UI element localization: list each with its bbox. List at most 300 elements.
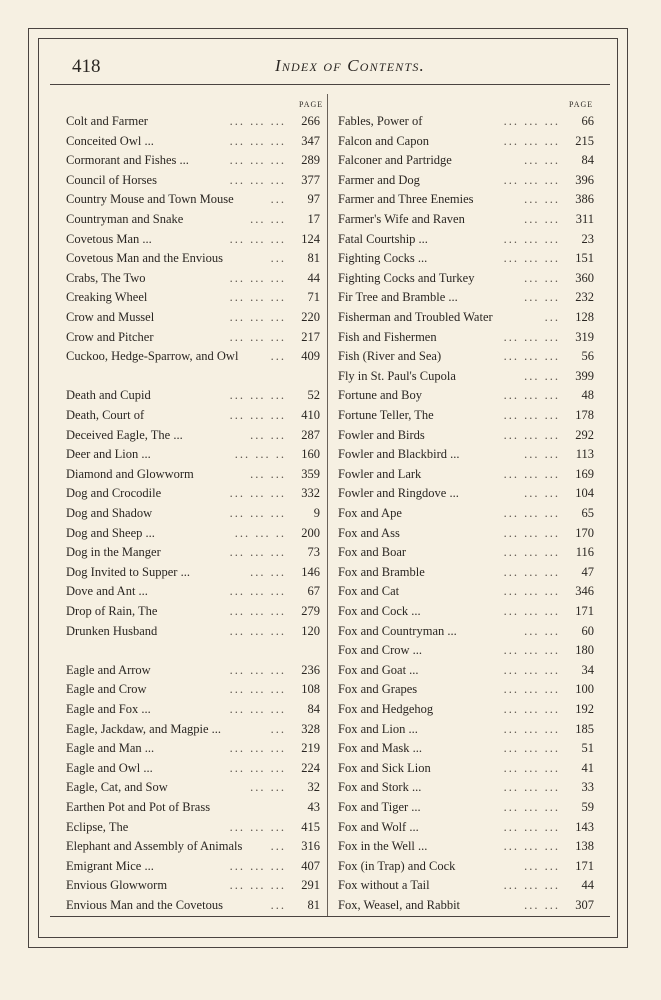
entry-page-number: 160 [301,447,320,462]
entry-page-number: 292 [575,427,594,442]
entry-page-number: 71 [307,290,320,305]
running-title: Index of Contents. [274,56,426,75]
entry-page-number: 307 [575,898,594,912]
index-entry [66,622,320,641]
index-entry [66,661,320,680]
entry-page-number: 287 [301,427,320,442]
entry-title: Deceived Eagle, The ... [66,427,183,442]
entry-page-number: 266 [301,114,320,128]
entry-leader-dots: ... ... ... [229,388,286,403]
entry-leader-dots: ... ... ... [229,290,286,305]
entry-page-number: 311 [575,212,594,226]
entry-page-number: 409 [301,349,320,364]
entry-leader-dots: ... ... [250,427,286,442]
entry-page-number: 113 [575,447,594,462]
entry-page-number: 185 [575,721,594,736]
index-entry [66,288,320,307]
entry-page-number: 81 [307,898,320,912]
index-entry [338,582,594,601]
entry-leader-dots: ... ... ... [229,114,286,128]
entry-page-number: 224 [301,760,320,775]
entry-leader-dots: ... ... [524,153,560,168]
index-entry [338,543,594,562]
entry-title: Fables, Power of [338,114,423,128]
index-entry [66,641,320,660]
entry-page-number: 84 [307,702,320,716]
entry-title: Fowler and Lark [338,466,422,481]
index-entry [338,896,594,915]
index-entry [66,778,320,797]
index-column-right [338,112,594,922]
entry-leader-dots: ... ... ... [503,741,560,756]
entry-title: Emigrant Mice ... [66,858,154,873]
entry-leader-dots: ... ... [250,466,286,481]
entry-title: Fowler and Blackbird ... [338,447,460,462]
entry-leader-dots: ... ... ... [503,780,560,795]
entry-title: Crabs, The Two [66,270,146,285]
entry-page-number: 44 [307,270,320,285]
column-divider [327,94,328,916]
index-entry [66,504,320,523]
entry-page-number: 67 [307,584,320,599]
entry-leader-dots: ... ... ... [503,329,560,344]
entry-leader-dots: ... ... ... [503,114,560,128]
entry-title: Fortune and Boy [338,388,423,403]
entry-title: Country Mouse and Town Mouse [66,192,234,207]
index-entry [66,582,320,601]
entry-leader-dots: ... [544,310,560,324]
entry-page-number: 332 [301,486,320,501]
entry-title: Eclipse, The [66,819,129,834]
entry-leader-dots: ... ... ... [229,310,286,324]
entry-leader-dots: ... ... [524,212,560,226]
index-entry [338,347,594,366]
entry-leader-dots: ... ... .. [234,447,286,462]
entry-leader-dots: ... ... [250,564,286,579]
entry-title: Fox and Ass [338,525,400,540]
index-entry [338,876,594,895]
entry-leader-dots: ... ... ... [503,388,560,403]
entry-leader-dots: ... ... .. [234,525,286,540]
index-entry [338,171,594,190]
index-entry [338,778,594,797]
index-entry [338,132,594,151]
entry-leader-dots: ... ... [524,486,560,501]
entry-title: Dog and Crocodile [66,486,162,501]
entry-page-number: 346 [575,584,594,599]
entry-leader-dots: ... ... ... [503,604,560,618]
entry-title: Fatal Courtship ... [338,231,428,246]
index-entry [338,700,594,719]
entry-leader-dots: ... ... ... [229,172,286,187]
entry-title: Countryman and Snake [66,212,184,226]
entry-title: Dog Invited to Supper ... [66,564,190,579]
index-entry [66,739,320,758]
entry-leader-dots: ... ... ... [503,172,560,187]
entry-title: Death, Court of [66,408,145,422]
entry-page-number: 34 [581,662,594,677]
entry-title: Earthen Pot and Pot of Brass [66,800,211,814]
index-entry [338,445,594,464]
index-entry [338,759,594,778]
entry-page-number: 143 [575,819,594,834]
index-entry [66,367,320,386]
entry-page-number: 116 [575,545,594,560]
entry-title: Fighting Cocks and Turkey [338,270,475,285]
index-entry [338,798,594,817]
entry-leader-dots: ... [270,349,286,364]
entry-page-number: 124 [301,231,320,246]
entry-title: Fox and Crow ... [338,643,423,658]
entry-page-number: 396 [575,172,594,187]
entry-title: Envious Man and the Covetous [66,898,223,912]
entry-page-number: 178 [575,408,594,422]
entry-page-number: 43 [307,800,320,814]
index-entry [338,857,594,876]
entry-leader-dots: ... [270,721,286,736]
entry-page-number: 386 [575,192,594,207]
index-entry [66,720,320,739]
index-entry [66,347,320,366]
entry-title: Drunken Husband [66,623,158,638]
entry-title: Fisherman and Troubled Water [338,310,493,324]
index-entry [338,249,594,268]
entry-page-number: 138 [575,839,594,854]
entry-title: Fox and Countryman ... [338,623,457,638]
entry-page-number: 17 [307,212,320,226]
entry-title: Fox and Mask ... [338,741,423,756]
entry-leader-dots: ... ... ... [503,133,560,148]
index-entry [66,680,320,699]
entry-leader-dots: ... ... ... [229,153,286,168]
entry-page-number: 170 [575,525,594,540]
entry-page-number: 410 [301,408,320,422]
entry-title: Fox without a Tail [338,878,430,893]
entry-leader-dots: ... ... ... [229,231,286,246]
index-entry [338,406,594,425]
left-page-column-label: PAGE [299,100,324,109]
entry-leader-dots: ... ... ... [503,682,560,697]
entry-leader-dots: ... ... [524,898,560,912]
footer-rule [50,916,610,917]
entry-leader-dots: ... ... ... [229,623,286,638]
index-entry [66,151,320,170]
entry-leader-dots: ... ... ... [503,427,560,442]
index-entry [338,288,594,307]
index-entry [338,602,594,621]
entry-page-number: 56 [581,349,594,364]
index-entry [66,445,320,464]
index-entry [338,622,594,641]
entry-leader-dots: ... ... [524,270,560,285]
entry-leader-dots: ... ... ... [229,584,286,599]
index-entry [66,230,320,249]
entry-title: Crow and Mussel [66,310,155,324]
index-entry [338,720,594,739]
index-entry [66,484,320,503]
entry-page-number: 41 [581,760,594,775]
index-entry [338,524,594,543]
entry-page-number: 108 [301,682,320,697]
entry-leader-dots: ... ... ... [503,564,560,579]
index-entry [66,759,320,778]
index-entry [338,367,594,386]
entry-title: Fowler and Birds [338,427,425,442]
entry-page-number: 171 [575,604,594,618]
index-entry [66,563,320,582]
entry-title: Fir Tree and Bramble ... [338,290,458,305]
entry-leader-dots: ... ... ... [229,878,286,893]
entry-page-number: 360 [575,270,594,285]
entry-page-number: 219 [301,741,320,756]
entry-title: Fighting Cocks ... [338,251,428,266]
entry-title: Fowler and Ringdove ... [338,486,459,501]
index-entry [66,543,320,562]
entry-title: Falcon and Capon [338,133,429,148]
entry-title: Conceited Owl ... [66,133,154,148]
entry-leader-dots: ... ... ... [229,329,286,344]
entry-title: Fox and Tiger ... [338,800,421,814]
entry-title: Fox and Grapes [338,682,418,697]
entry-page-number: 44 [581,878,594,893]
entry-title: Fox in the Well ... [338,839,428,854]
entry-title: Fox and Boar [338,545,407,560]
index-entry [338,739,594,758]
entry-title: Fox and Wolf ... [338,819,419,834]
entry-title: Fox and Ape [338,506,402,520]
entry-title: Crow and Pitcher [66,329,154,344]
entry-page-number: 146 [301,564,320,579]
index-entry [338,112,594,131]
entry-leader-dots: ... ... ... [503,662,560,677]
entry-page-number: 151 [575,251,594,266]
entry-page-number: 84 [581,153,594,168]
entry-title: Fortune Teller, The [338,408,434,422]
index-entry [338,563,594,582]
index-entry [66,112,320,131]
entry-title: Eagle and Owl ... [66,760,153,775]
entry-leader-dots: ... [270,192,286,207]
entry-page-number: 81 [307,251,320,266]
entry-title: Colt and Farmer [66,114,148,128]
entry-leader-dots: ... [270,898,286,912]
entry-page-number: 60 [581,623,594,638]
entry-title: Envious Glowworm [66,878,168,893]
entry-leader-dots: ... ... ... [229,270,286,285]
entry-title: Fox and Cat [338,584,400,599]
entry-page-number: 52 [307,388,320,403]
entry-page-number: 171 [575,858,594,873]
index-entry [66,896,320,915]
entry-page-number: 192 [575,702,594,716]
index-entry [338,269,594,288]
entry-leader-dots: ... ... ... [229,545,286,560]
index-entry [338,190,594,209]
entry-page-number: 291 [301,878,320,893]
entry-title: Eagle and Arrow [66,662,151,677]
index-entry [66,269,320,288]
entry-page-number: 73 [307,545,320,560]
entry-page-number: 120 [301,623,320,638]
index-entry [66,857,320,876]
entry-title: Eagle and Crow [66,682,147,697]
entry-leader-dots: ... ... ... [503,819,560,834]
index-entry [66,700,320,719]
entry-leader-dots: ... ... ... [503,545,560,560]
index-entry [66,132,320,151]
entry-title: Dove and Ant ... [66,584,148,599]
index-entry [66,210,320,229]
entry-title: Fish (River and Sea) [338,349,442,364]
entry-leader-dots: ... ... [524,447,560,462]
entry-title: Fly in St. Paul's Cupola [338,368,456,383]
header-rule [50,84,610,85]
page-number: 418 [72,56,101,77]
entry-leader-dots: ... ... ... [229,702,286,716]
entry-leader-dots: ... ... [250,212,286,226]
entry-title: Fox, Weasel, and Rabbit [338,898,461,912]
entry-leader-dots: ... ... ... [503,231,560,246]
entry-leader-dots: ... ... ... [503,584,560,599]
entry-leader-dots: ... ... ... [503,878,560,893]
entry-leader-dots: ... ... ... [503,349,560,364]
entry-page-number: 66 [581,114,594,128]
index-entry [66,602,320,621]
index-entry [338,328,594,347]
entry-page-number: 128 [575,310,594,324]
entry-page-number: 215 [575,133,594,148]
entry-title: Fox and Goat ... [338,662,419,677]
entry-title: Elephant and Assembly of Animals [66,839,243,854]
index-entry [66,249,320,268]
right-page-column-label: PAGE [569,100,594,109]
entry-title: Fish and Fishermen [338,329,437,344]
index-entry [66,308,320,327]
entry-title: Fox and Bramble [338,564,425,579]
entry-leader-dots: ... ... ... [503,643,560,658]
entry-leader-dots: ... ... ... [503,408,560,422]
entry-page-number: 47 [581,564,594,579]
entry-title: Fox and Stork ... [338,780,422,795]
index-entry [338,386,594,405]
entry-page-number: 32 [307,780,320,795]
index-entry [66,524,320,543]
entry-leader-dots: ... ... [524,623,560,638]
index-entry [338,818,594,837]
entry-page-number: 232 [575,290,594,305]
entry-title: Fox and Sick Lion [338,760,431,775]
index-entry [338,661,594,680]
entry-leader-dots: ... ... ... [229,819,286,834]
entry-leader-dots: ... ... ... [229,760,286,775]
entry-page-number: 359 [301,466,320,481]
entry-title: Eagle, Cat, and Sow [66,780,168,795]
entry-leader-dots: ... ... ... [503,721,560,736]
entry-leader-dots: ... ... ... [503,506,560,520]
entry-page-number: 328 [301,721,320,736]
entry-leader-dots: ... [270,251,286,266]
entry-page-number: 220 [301,310,320,324]
entry-leader-dots: ... ... ... [503,800,560,814]
entry-page-number: 279 [301,604,320,618]
entry-leader-dots: ... ... ... [503,251,560,266]
entry-title: Dog in the Manger [66,545,161,560]
entry-page-number: 289 [301,153,320,168]
index-entry [66,406,320,425]
entry-leader-dots: ... ... ... [503,466,560,481]
entry-title: Covetous Man ... [66,231,152,246]
entry-leader-dots: ... ... ... [229,133,286,148]
entry-title: Farmer's Wife and Raven [338,212,465,226]
entry-title: Eagle and Fox ... [66,702,151,716]
entry-leader-dots: ... ... ... [229,858,286,873]
entry-leader-dots: ... ... ... [503,839,560,854]
index-entry [338,151,594,170]
entry-title: Falconer and Partridge [338,153,452,168]
entry-title: Fox and Lion ... [338,721,418,736]
entry-page-number: 9 [313,506,320,520]
entry-title: Cormorant and Fishes ... [66,153,189,168]
entry-title: Cuckoo, Hedge-Sparrow, and Owl [66,349,239,364]
entry-leader-dots: ... ... ... [503,525,560,540]
entry-leader-dots: ... ... [524,192,560,207]
entry-leader-dots: ... ... [524,290,560,305]
entry-page-number: 51 [581,741,594,756]
entry-page-number: 23 [581,231,594,246]
entry-leader-dots: ... ... [524,368,560,383]
index-entry [66,190,320,209]
entry-page-number: 169 [575,466,594,481]
entry-page-number: 399 [575,368,594,383]
entry-leader-dots: ... ... ... [229,506,286,520]
index-entry [338,210,594,229]
entry-title: Drop of Rain, The [66,604,158,618]
entry-page-number: 236 [301,662,320,677]
entry-title: Creaking Wheel [66,290,148,305]
entry-leader-dots: ... ... ... [503,760,560,775]
index-entry [338,837,594,856]
entry-leader-dots: ... ... ... [229,408,286,422]
entry-title: Fox and Cock ... [338,604,421,618]
entry-leader-dots: ... ... [250,780,286,795]
entry-page-number: 407 [301,858,320,873]
index-entry [66,171,320,190]
entry-title: Farmer and Three Enemies [338,192,474,207]
index-entry [66,386,320,405]
entry-leader-dots: ... ... ... [229,682,286,697]
entry-page-number: 180 [575,643,594,658]
entry-leader-dots: ... ... ... [229,604,286,618]
index-entry [66,798,320,817]
index-entry [338,680,594,699]
entry-page-number: 200 [301,525,320,540]
entry-title: Diamond and Glowworm [66,466,194,481]
entry-page-number: 217 [301,329,320,344]
entry-leader-dots: ... ... [524,858,560,873]
entry-title: Fox (in Trap) and Cock [338,858,456,873]
index-entry [66,818,320,837]
index-entry [338,308,594,327]
entry-title: Dog and Sheep ... [66,525,155,540]
entry-title: Eagle and Man ... [66,741,155,756]
entry-title: Deer and Lion ... [66,447,151,462]
entry-page-number: 65 [581,506,594,520]
index-column-left [66,112,320,922]
index-entry [66,837,320,856]
index-entry [338,484,594,503]
entry-page-number: 97 [307,192,320,207]
index-entry [66,426,320,445]
